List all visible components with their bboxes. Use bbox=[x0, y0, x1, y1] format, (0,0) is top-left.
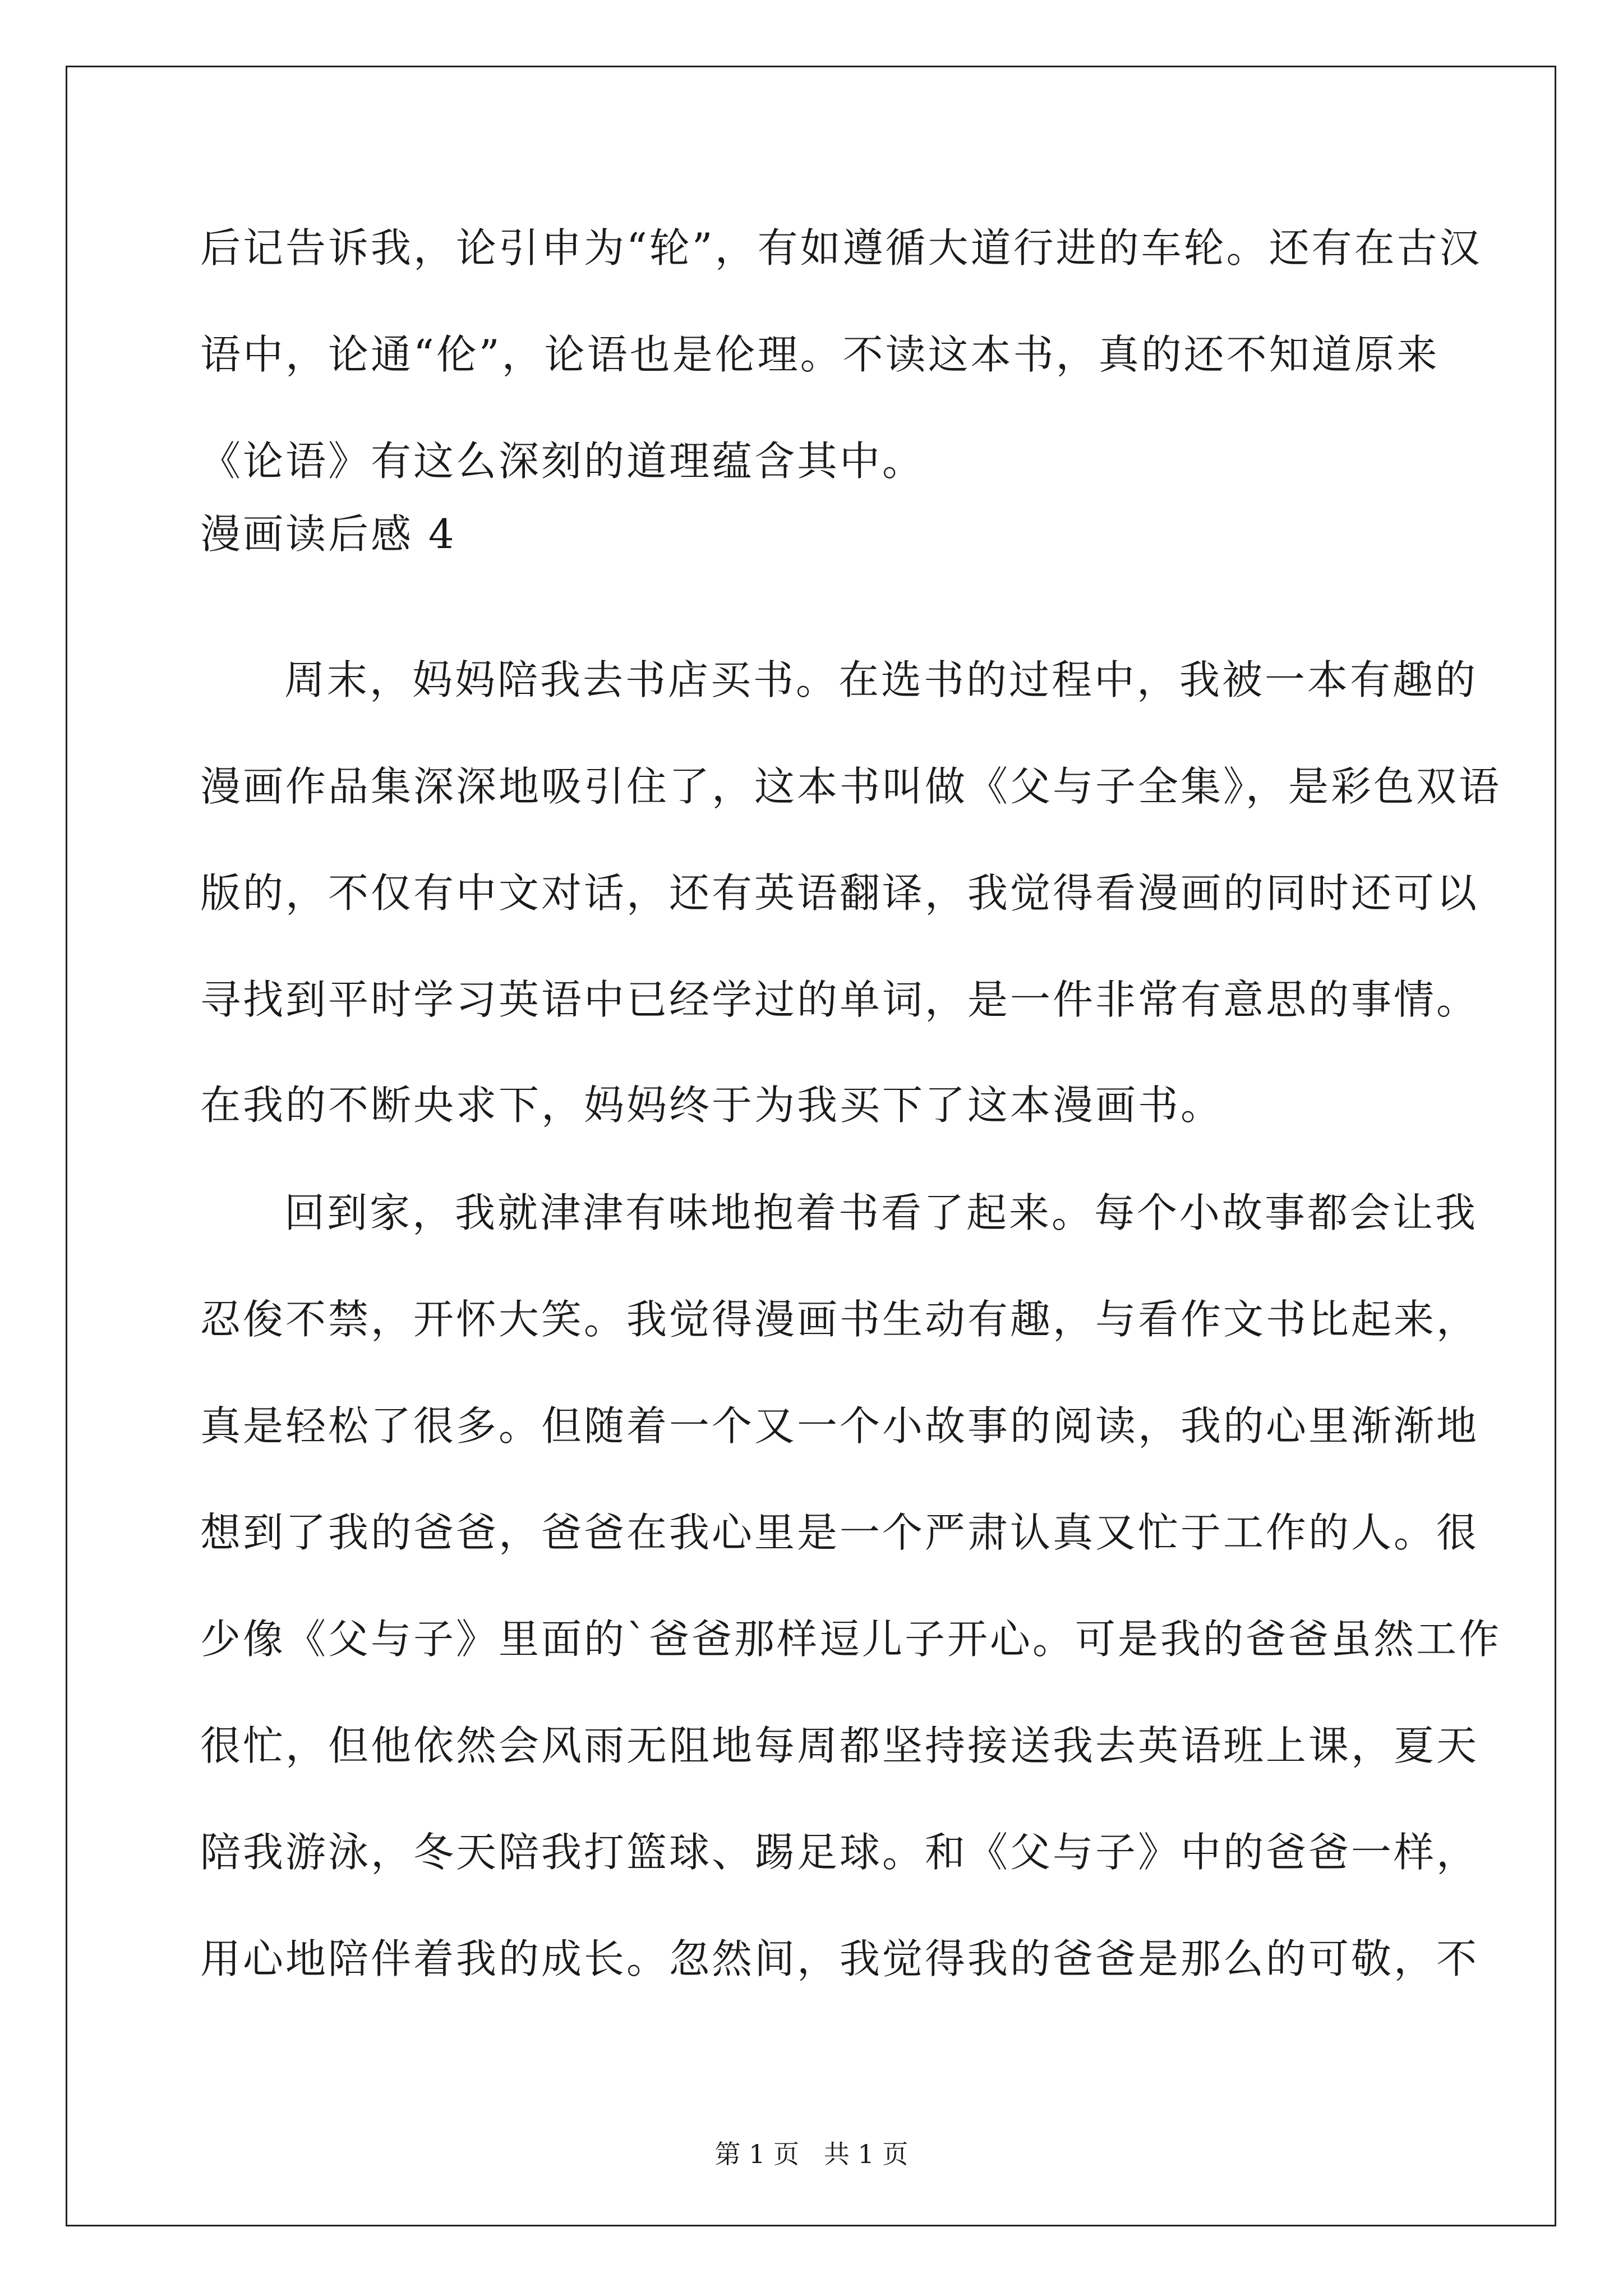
paragraph-line: 真是轻松了很多。但随着一个又一个小故事的阅读，我的心里渐渐地 bbox=[200, 1402, 1479, 1450]
paragraph-line: 回到家，我就津津有味地抱着书看了起来。每个小故事都会让我 bbox=[284, 1189, 1478, 1236]
paragraph-line: 寻找到平时学习英语中已经学过的单词，是一件非常有意思的事情。 bbox=[200, 976, 1479, 1023]
paragraph-line: 在我的不断央求下，妈妈终于为我买下了这本漫画书。 bbox=[200, 1082, 1224, 1129]
paragraph-line: 用心地陪伴着我的成长。忽然间，我觉得我的爸爸是那么的可敬，不 bbox=[200, 1935, 1479, 1982]
paragraph-line: 漫画作品集深深地吸引住了，这本书叫做《父与子全集》，是彩色双语 bbox=[200, 763, 1502, 810]
paragraph-line: 很忙，但他依然会风雨无阻地每周都坚持接送我去英语班上课，夏天 bbox=[200, 1722, 1479, 1769]
paragraph-line: 《论语》有这么深刻的道理蕴含其中。 bbox=[200, 438, 925, 485]
paragraph-line: 后记告诉我，论引申为“轮”，有如遵循大道行进的车轮。还有在古汉 bbox=[200, 224, 1482, 272]
paragraph-line: 少像《父与子》里面的`爸爸那样逗儿子开心。可是我的爸爸虽然工作 bbox=[200, 1616, 1502, 1663]
paragraph-line: 想到了我的爸爸，爸爸在我心里是一个严肃认真又忙于工作的人。很 bbox=[200, 1509, 1479, 1556]
paragraph-line: 忍俊不禁，开怀大笑。我觉得漫画书生动有趣，与看作文书比起来， bbox=[200, 1296, 1479, 1343]
page-number-footer: 第 1 页 共 1 页 bbox=[714, 2139, 909, 2169]
paragraph-line: 版的，不仅有中文对话，还有英语翻译，我觉得看漫画的同时还可以 bbox=[200, 869, 1479, 917]
paragraph-line: 周末，妈妈陪我去书店买书。在选书的过程中，我被一本有趣的 bbox=[284, 656, 1478, 703]
paragraph-line: 语中，论通“伦”，论语也是伦理。不读这本书，真的还不知道原来 bbox=[200, 331, 1440, 378]
page-border bbox=[66, 66, 1556, 2226]
section-heading: 漫画读后感 4 bbox=[200, 510, 457, 558]
paragraph-line: 陪我游泳，冬天陪我打篮球、踢足球。和《父与子》中的爸爸一样， bbox=[200, 1829, 1479, 1876]
